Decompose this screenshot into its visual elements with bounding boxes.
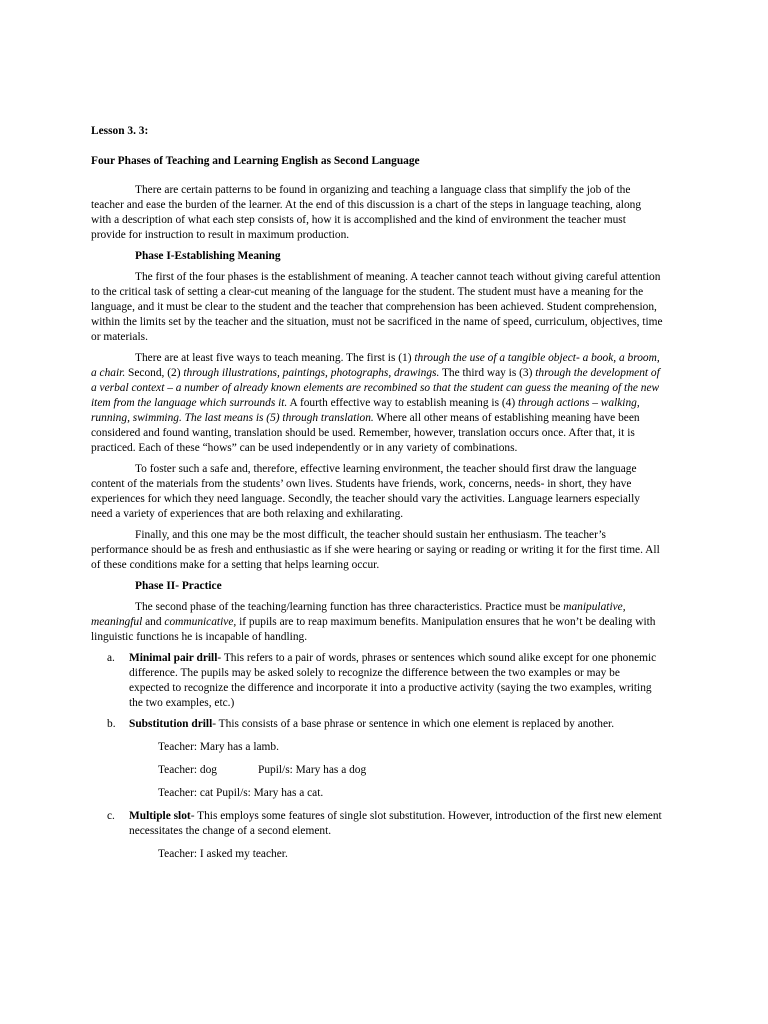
text-run: There are at least five ways to teach meaning. The first is (1) [135,352,415,364]
drill-list [91,651,663,862]
italic-run: through the use of a tangible object- a book, a broom, a chair. [91,352,660,379]
text-run: A fourth effective way to establish meaning is (4) [287,397,518,409]
list-item [91,717,663,732]
list-marker: c. [107,810,115,822]
text-run: The second phase of the teaching/learning function has three characteristics. Practice must be [135,601,564,613]
text-run: The third way is (3) [439,367,536,379]
phase-2-heading: Phase II- Practice [135,580,222,592]
lesson-number: Lesson 3. 3: [91,125,149,137]
text-run: if pupils are to reap maximum benefits. Manipulation ensures that he won’t be dealing with linguistic functions he is incapable of handling. [91,616,656,643]
phase-1-paragraph-4: Finally, and this one may be the most difficult, the teacher should sustain her enthusiasm. The teacher’s performance should be as fresh and enthusiastic as if she were hearing or saying or reading or writing it for the first time. All of these conditions make for a setting that helps learning occur. [91,529,660,571]
phase-1-paragraph-1: The first of the four phases is the establishment of meaning. A teacher cannot teach without giving careful attention to the critical task of setting a clear-cut meaning of the language for the student. The student must have a meaning for the language, and it must be clear to the student and the teacher that comprehension has been achieved. Student comprehension, within the limits set by the teacher and the situation, must not be sacrificed in the name of speed, curriculum, objectives, time or materials. [91,271,663,343]
text-run: Where all other means of establishing meaning have been considered and found wanting, translation should be used. Remember, however, translation occurs once. After that, it is practiced. Each of these “hows” can be used independently or in any variety of combinations. [91,412,640,454]
dialog-pupil: Pupil/s: Mary has a dog [257,764,367,776]
italic-run: communicative, [164,616,237,628]
list-text: - This consists of a base phrase or sentence in which one element is replaced by another. [212,718,615,730]
italic-run: through the development of a verbal context – a number of already known elements are recombined so that the student can guess the meaning of the new item from the language which surrounds it. [91,367,660,409]
intro-paragraph: There are certain patterns to be found in organizing and teaching a language class that simplify the job of the teacher and ease the burden of the learner. At the end of this discussion is a chart of the steps in language teaching, along with a description of what each step consists of, how it is accomplished and the kind of environment the teacher must provide for instruction to result in maximum production. [91,184,642,241]
list-text: - This refers to a pair of words, phrases or sentences which sound alike except for one phonemic difference. The pupils may be asked solely to recognize the difference between the two examples or may be expected to recognize the difference and incorporate it into a productive activity (saying the two examples, writing the two examples, etc.) [129,652,657,709]
text-run: Second, (2) [125,367,184,379]
dialog-teacher: Teacher: dog [158,764,217,776]
list-item [91,651,663,711]
list-marker: a. [107,652,115,664]
dialog-line: Teacher: Mary has a lamb. [158,741,279,753]
phase-2-paragraph-1 [91,600,663,645]
list-text: - This employs some features of single slot substitution. However, introduction of the first new element necessitates the change of a second element. [129,810,662,837]
list-term: Minimal pair drill [129,652,218,664]
document-page [91,124,663,870]
list-term: Substitution drill [129,718,213,730]
italic-run: through illustrations, paintings, photographs, drawings. [183,367,440,379]
italic-run: through actions – walking, running, swimming. The last means is (5) through translation. [91,397,640,424]
phase-1-heading: Phase I-Establishing Meaning [135,250,281,262]
phase-1-paragraph-3: To foster such a safe and, therefore, effective learning environment, the teacher should first draw the language content of the materials from the students’ own lives. Students have friends, work, concerns, needs- in short, they have experiences for which they need language. Secondly, the teacher should vary the activities. Language learners especially need a variety of experiences that are both relaxing and exhilarating. [91,463,640,520]
dialog-line: Teacher: cat Pupil/s: Mary has a cat. [158,787,324,799]
document-title: Four Phases of Teaching and Learning English as Second Language [91,155,420,167]
list-marker: b. [107,718,116,730]
list-item [91,809,663,839]
dialog-line: Teacher: I asked my teacher. [158,848,288,860]
list-term: Multiple slot [129,810,191,822]
phase-1-paragraph-2 [91,351,663,456]
dialog-line [158,763,663,778]
text-run: and [142,616,165,628]
italic-run: manipulative, meaningful [91,601,626,628]
